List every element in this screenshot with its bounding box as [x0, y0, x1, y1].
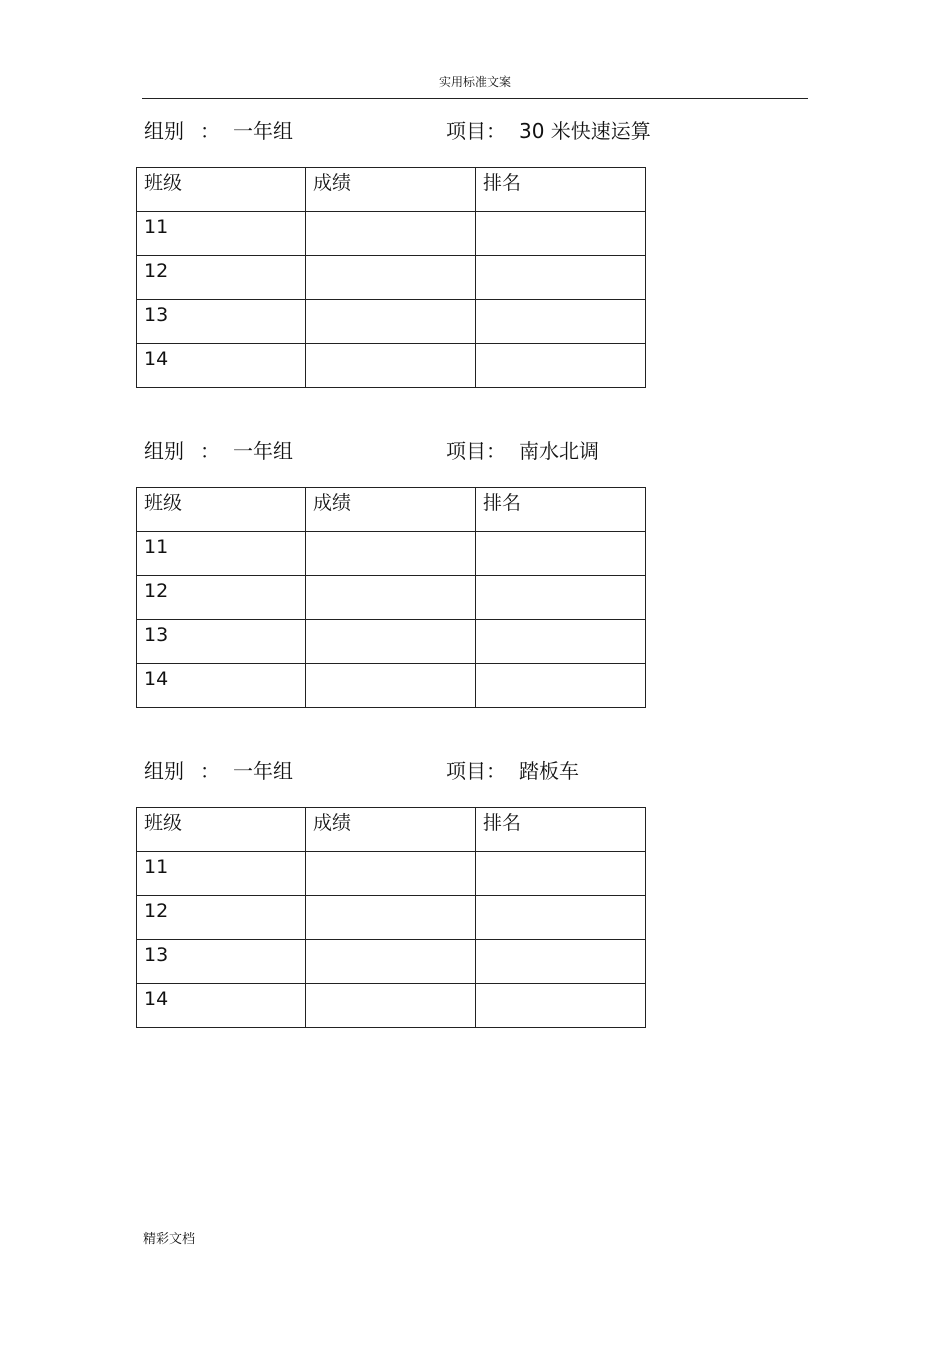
column-header-score: 成绩	[306, 808, 476, 852]
rank-cell	[476, 212, 646, 256]
score-section-1	[136, 116, 651, 388]
table-row	[137, 620, 646, 664]
score-cell	[306, 576, 476, 620]
project-value: 南水北调	[519, 439, 599, 463]
class-cell: 13	[137, 620, 306, 664]
class-cell: 12	[137, 256, 306, 300]
page-header	[142, 72, 808, 99]
class-cell: 14	[137, 344, 306, 388]
rank-cell	[476, 664, 646, 708]
table-row	[137, 984, 646, 1028]
rank-cell	[476, 896, 646, 940]
table-row	[137, 300, 646, 344]
table-header-row	[137, 808, 646, 852]
project-label: 项目：	[446, 119, 506, 143]
score-cell	[306, 664, 476, 708]
group-value: 一年组	[233, 439, 293, 463]
table-row	[137, 896, 646, 940]
table-row	[137, 256, 646, 300]
score-cell	[306, 984, 476, 1028]
page-footer	[143, 1230, 195, 1250]
group-value: 一年组	[233, 759, 293, 783]
class-cell: 14	[137, 664, 306, 708]
score-cell	[306, 896, 476, 940]
class-cell: 12	[137, 896, 306, 940]
section-meta	[136, 436, 646, 470]
class-cell: 13	[137, 300, 306, 344]
class-cell: 11	[137, 212, 306, 256]
column-header-class: 班级	[137, 488, 306, 532]
group-colon: ：	[200, 439, 220, 463]
score-cell	[306, 344, 476, 388]
score-cell	[306, 940, 476, 984]
project-label: 项目：	[446, 759, 506, 783]
rank-cell	[476, 344, 646, 388]
score-table	[136, 807, 646, 1028]
project-value: 30 米快速运算	[519, 119, 651, 143]
rank-cell	[476, 620, 646, 664]
section-meta	[136, 116, 651, 150]
header-title: 实用标准文案	[438, 75, 511, 89]
class-cell: 14	[137, 984, 306, 1028]
group-colon: ：	[200, 759, 220, 783]
score-cell	[306, 256, 476, 300]
score-section-2	[136, 436, 646, 708]
rank-cell	[476, 256, 646, 300]
class-cell: 12	[137, 576, 306, 620]
column-header-class: 班级	[137, 168, 306, 212]
table-row	[137, 940, 646, 984]
table-header-row	[137, 488, 646, 532]
score-table	[136, 167, 646, 388]
footer-text: 精彩文档	[143, 1232, 196, 1247]
group-value: 一年组	[233, 119, 293, 143]
group-colon: ：	[200, 119, 220, 143]
rank-cell	[476, 940, 646, 984]
column-header-rank: 排名	[476, 808, 646, 852]
table-row	[137, 532, 646, 576]
rank-cell	[476, 576, 646, 620]
table-header-row	[137, 168, 646, 212]
table-row	[137, 852, 646, 896]
rank-cell	[476, 532, 646, 576]
group-label: 组别	[144, 439, 184, 463]
column-header-score: 成绩	[306, 488, 476, 532]
score-table	[136, 487, 646, 708]
class-cell: 11	[137, 852, 306, 896]
column-header-rank: 排名	[476, 168, 646, 212]
section-meta	[136, 756, 646, 790]
project-label: 项目：	[446, 439, 506, 463]
rank-cell	[476, 984, 646, 1028]
project-value: 踏板车	[519, 759, 579, 783]
group-label: 组别	[144, 119, 184, 143]
class-cell: 11	[137, 532, 306, 576]
score-cell	[306, 532, 476, 576]
table-row	[137, 212, 646, 256]
score-section-3	[136, 756, 646, 1028]
group-label: 组别	[144, 759, 184, 783]
table-row	[137, 664, 646, 708]
column-header-rank: 排名	[476, 488, 646, 532]
score-cell	[306, 620, 476, 664]
class-cell: 13	[137, 940, 306, 984]
score-cell	[306, 300, 476, 344]
score-cell	[306, 852, 476, 896]
table-row	[137, 344, 646, 388]
table-row	[137, 576, 646, 620]
column-header-class: 班级	[137, 808, 306, 852]
rank-cell	[476, 300, 646, 344]
rank-cell	[476, 852, 646, 896]
score-cell	[306, 212, 476, 256]
column-header-score: 成绩	[306, 168, 476, 212]
